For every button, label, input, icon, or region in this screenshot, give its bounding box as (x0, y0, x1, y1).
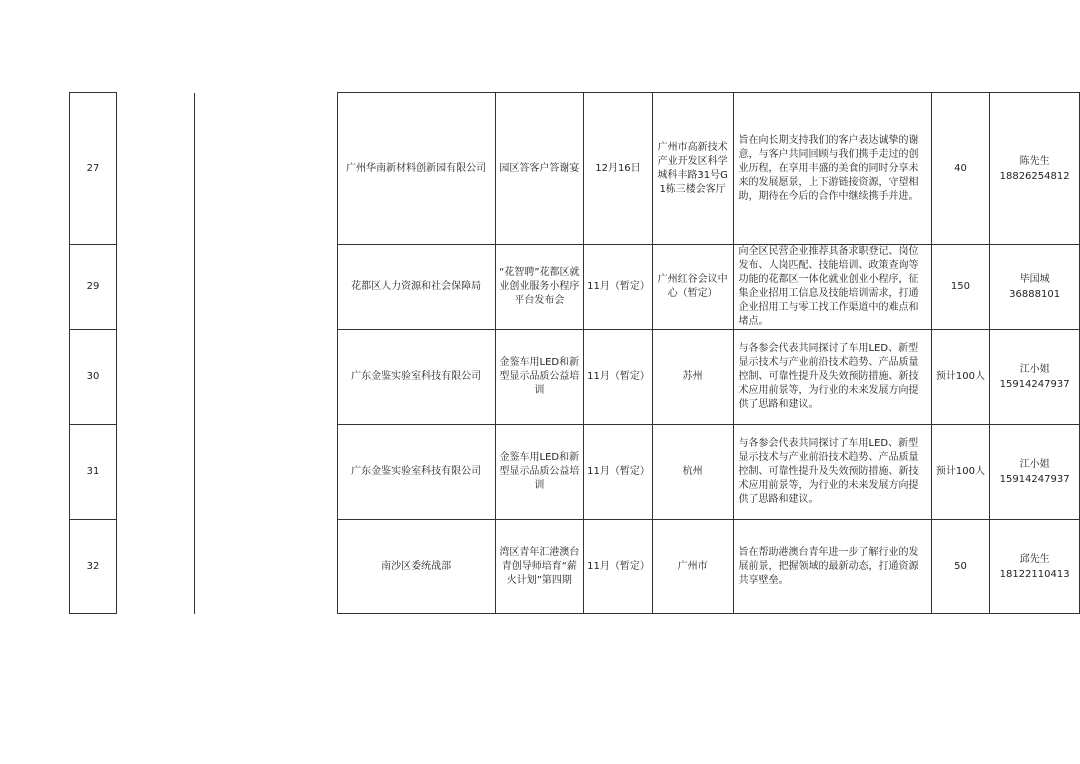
attendance-cell: 预计100人 (931, 330, 990, 425)
organizer-cell: 南沙区委统战部 (337, 520, 495, 614)
contact-phone: 36888101 (1009, 289, 1061, 300)
organizer-cell: 广东金鉴实验室科技有限公司 (337, 425, 495, 520)
description-cell: 向全区民营企业推荐具备求职登记、岗位发布、人岗匹配、技能培训、政策查询等功能的花都区一体化就业创业小程序，征集企业招用工信息及技能培训需求，打通企业招用工与零工找工作渠道中的难点和堵点。 (733, 245, 931, 330)
blank-cell (194, 520, 337, 614)
attendance-cell: 150 (931, 245, 990, 330)
blank-cell (117, 93, 195, 245)
event-name-cell: 园区答客户答谢宴 (495, 93, 584, 245)
blank-cell (117, 330, 195, 425)
venue-cell: 苏州 (652, 330, 733, 425)
venue-cell: 广州市 (652, 520, 733, 614)
contact-cell (990, 330, 1080, 425)
description-cell: 与各参会代表共同探讨了车用LED、新型显示技术与产业前沿技术趋势、产品质量控制、可靠性提升及失效预防措施、新技术应用前景等，为行业的未来发展方向提供了思路和建议。 (733, 425, 931, 520)
table-row (70, 93, 1080, 245)
event-name-cell: 金鉴车用LED和新型显示品质公益培训 (495, 330, 584, 425)
date-cell: 11月（暂定） (584, 245, 653, 330)
row-number: 27 (70, 93, 117, 245)
contact-cell (990, 520, 1080, 614)
blank-cell (194, 245, 337, 330)
event-name-cell: “花智聘”花都区就业创业服务小程序平台发布会 (495, 245, 584, 330)
contact-phone: 15914247937 (999, 379, 1070, 390)
table-row (70, 245, 1080, 330)
contact-name: 陈先生 (1019, 155, 1050, 167)
contact-name: 毕国城 (1019, 274, 1050, 285)
description-cell: 旨在向长期支持我们的客户表达诚挚的谢意，与客户共同回顾与我们携手走过的创业历程，在享用丰盛的美食的同时分享未来的发展愿景，上下游链接资源，守望相助，期待在今后的合作中继续携手并进。 (733, 93, 931, 245)
venue-cell: 杭州 (652, 425, 733, 520)
event-name-cell: 金鉴车用LED和新型显示品质公益培训 (495, 425, 584, 520)
event-table (69, 92, 1080, 614)
contact-cell (990, 245, 1080, 330)
description-cell: 旨在帮助港澳台青年进一步了解行业的发展前景，把握领域的最新动态，打通资源共享壁垒。 (733, 520, 931, 614)
description-cell: 与各参会代表共同探讨了车用LED、新型显示技术与产业前沿技术趋势、产品质量控制、可靠性提升及失效预防措施、新技术应用前景等，为行业的未来发展方向提供了思路和建议。 (733, 330, 931, 425)
blank-cell (194, 425, 337, 520)
date-cell: 11月（暂定） (584, 520, 653, 614)
organizer-cell: 花都区人力资源和社会保障局 (337, 245, 495, 330)
contact-phone: 18826254812 (999, 170, 1070, 182)
contact-name: 江小姐 (1019, 459, 1050, 470)
contact-cell (990, 425, 1080, 520)
attendance-cell: 50 (931, 520, 990, 614)
date-cell: 12月16日 (584, 93, 653, 245)
blank-cell (117, 520, 195, 614)
venue-cell: 广州市高新技术产业开发区科学城科丰路31号G1栋三楼会客厅 (652, 93, 733, 245)
row-number: 31 (70, 425, 117, 520)
venue-cell: 广州红谷会议中心（暂定） (652, 245, 733, 330)
table-row (70, 520, 1080, 614)
contact-phone: 15914247937 (999, 474, 1070, 485)
blank-cell (117, 245, 195, 330)
table-row (70, 425, 1080, 520)
attendance-cell: 预计100人 (931, 425, 990, 520)
row-number: 29 (70, 245, 117, 330)
table-row (70, 330, 1080, 425)
blank-cell (117, 425, 195, 520)
row-number: 32 (70, 520, 117, 614)
date-cell: 11月（暂定） (584, 330, 653, 425)
organizer-cell: 广州华南新材料创新园有限公司 (337, 93, 495, 245)
contact-phone: 18122110413 (999, 568, 1070, 580)
contact-name: 江小姐 (1019, 364, 1050, 375)
event-name-cell: 湾区青年汇港澳台青创导师培育“薪火计划”第四期 (495, 520, 584, 614)
blank-cell (194, 330, 337, 425)
blank-cell (194, 93, 337, 245)
row-number: 30 (70, 330, 117, 425)
organizer-cell: 广东金鉴实验室科技有限公司 (337, 330, 495, 425)
contact-cell (990, 93, 1080, 245)
attendance-cell: 40 (931, 93, 990, 245)
contact-name: 邱先生 (1019, 553, 1050, 565)
date-cell: 11月（暂定） (584, 425, 653, 520)
